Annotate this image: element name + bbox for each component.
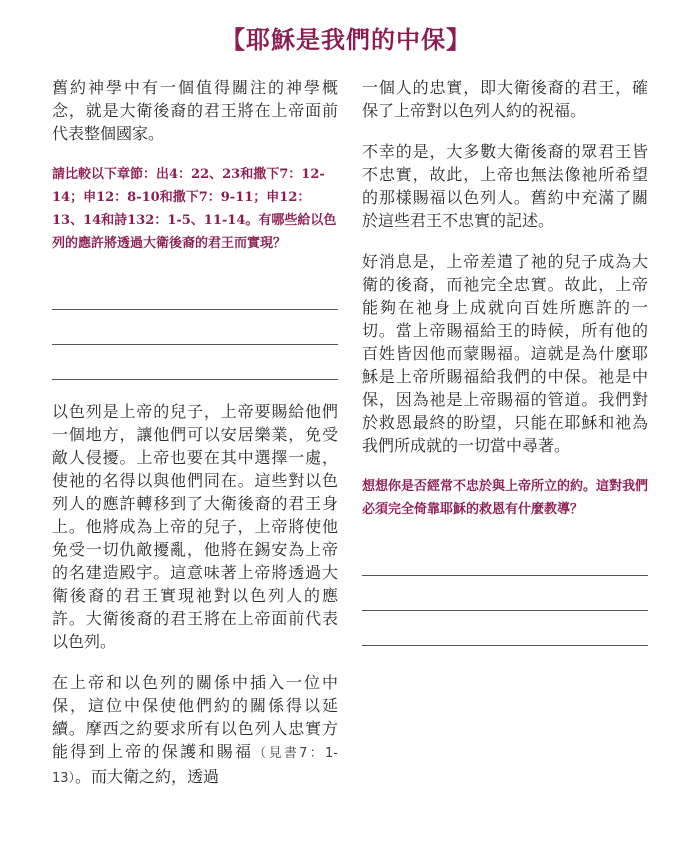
answer-line[interactable] [52, 310, 338, 345]
answer-line[interactable] [362, 611, 648, 646]
israel-son-paragraph: 以色列是上帝的兒子，上帝要賜給他們一個地方，讓他們可以安居樂業，免受敵人侵擾。上帝也要在其中選擇一處，使祂的名得以與他們同在。這些對以色列人的應許轉移到了大衛後裔的君王身上。他將成為上帝的兒子，上帝將使他免受一切仇敵擾亂，他將在錫安為上帝的名建造殿宇。這意味著上帝將透過大衛後裔的君王實現祂對以色列人的應許。大衛後裔的君王將在上帝面前代表以色列。 [52, 402, 338, 651]
study-question-1: 請比較以下章節：出4：22、23和撒下7：12-14；申12：8-10和撒下7：9-11；申12：13、14和詩132：1-5、11-14。有哪些給以色列的應許將透過大衛後裔的君王而實現？ [52, 167, 337, 251]
answer-line[interactable] [362, 541, 648, 576]
answer-lines-1[interactable] [52, 275, 338, 380]
mediator-text: 在上帝和以色列的關係中插入一位中保，這位中保使他們約的關係得以延續。摩西之約要求所有以色列人忠實方能得到上帝的保護和賜福 [52, 673, 338, 761]
right-column [362, 76, 648, 666]
scripture-citation: （見書7：1-13） [52, 746, 338, 786]
answer-line[interactable] [52, 275, 338, 310]
mediator-text-tail: 。而大衛之約，透過 [75, 767, 220, 786]
unfaithful-kings-paragraph: 不幸的是，大多數大衛後裔的眾君王皆不忠實，故此，上帝也無法像祂所希望的那樣賜福以色列人。舊約中充滿了關於這些君王不忠實的記述。 [362, 142, 648, 230]
left-column [52, 76, 338, 808]
answer-lines-2[interactable] [362, 541, 648, 646]
intro-paragraph: 舊約神學中有一個值得關注的神學概念，就是大衛後裔的君王將在上帝面前代表整個國家。 [52, 78, 338, 143]
mediator-paragraph [52, 671, 338, 790]
answer-line[interactable] [52, 345, 338, 380]
good-news-paragraph: 好消息是，上帝差遣了祂的兒子成為大衛的後裔，而祂完全忠實。故此，上帝能夠在祂身上成就向百姓所應許的一切。當上帝賜福給王的時候，所有他的百姓皆因他而蒙賜福。這就是為什麼耶穌是上帝所賜福給我們的中保。祂是中保，因為祂是上帝賜福的管道。我們對於救恩最終的盼望，只能在耶穌和祂為我們所成就的一切當中尋著。 [362, 252, 648, 455]
answer-line[interactable] [362, 576, 648, 611]
study-question-2: 想想你是否經常不忠於與上帝所立的約。這對我們必須完全倚靠耶穌的救恩有什麼教導？ [362, 479, 649, 517]
continuation-paragraph: 一個人的忠實，即大衛後裔的君王，確保了上帝對以色列人約的祝福。 [362, 78, 648, 120]
page-title: 【耶穌是我們的中保】 [221, 25, 471, 54]
